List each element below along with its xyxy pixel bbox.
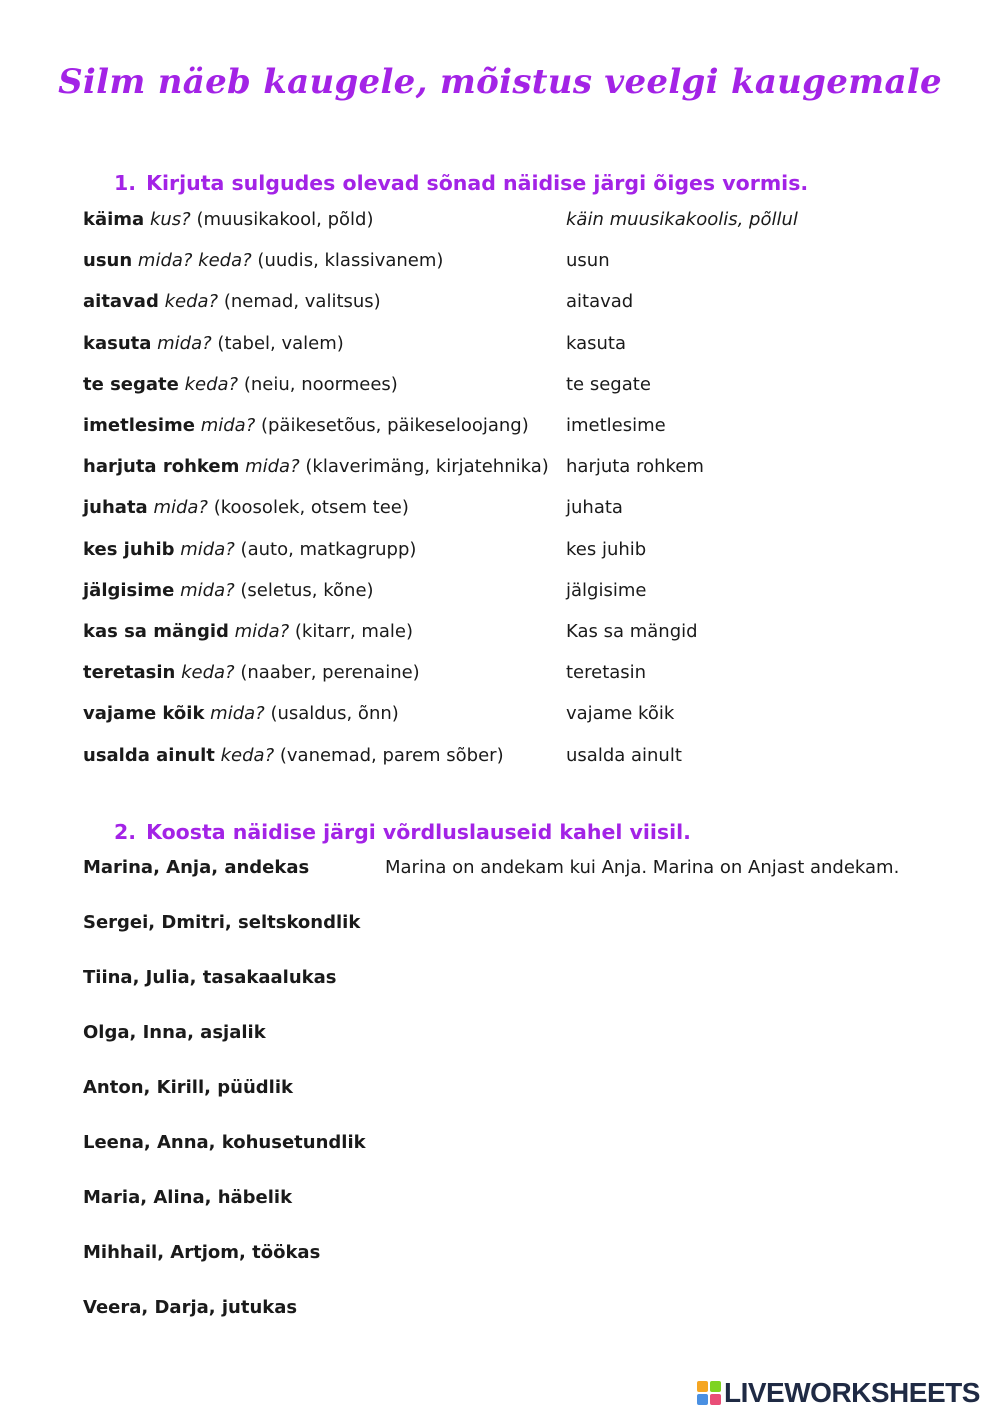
row-words: (koosolek, otsem tee) [213,497,409,518]
example-answer: käin muusikakoolis, põllul [566,209,798,230]
exercise-1-row [83,703,399,725]
row-verb: harjuta rohkem [83,456,240,477]
exercise-2-item: Sergei, Dmitri, seltskondlik [83,912,361,933]
row-question: mida? [200,415,256,436]
row-verb: teretasin [83,662,176,683]
row-verb: juhata [83,497,148,518]
section-1-heading-text: Kirjuta sulgudes olevad sõnad näidise järgi õiges vormis. [146,171,809,195]
row-words: (neiu, noormees) [243,374,398,395]
exercise-2-item: Tiina, Julia, tasakaalukas [83,967,337,988]
exercise-1-row [83,415,529,437]
answer-field[interactable]: Kas sa mängid [566,621,698,642]
row-question: mida? [180,539,235,560]
row-question: keda? [181,662,235,683]
exercise-2-item: Mihhail, Artjom, töökas [83,1242,321,1263]
row-words: (seletus, kõne) [240,580,374,601]
exercise-1-row [83,250,443,272]
row-words: (muusikakool, põld) [196,209,374,230]
section-2-example-answer: Marina on andekam kui Anja. Marina on Anjast andekam. [385,857,900,878]
section-1-number: 1. [114,171,137,195]
section-2-heading [114,820,691,844]
answer-field[interactable]: usalda ainult [566,745,682,766]
answer-field[interactable]: jälgisime [566,580,647,601]
exercise-2-item: Anton, Kirill, püüdlik [83,1077,293,1098]
exercise-1-row [83,333,344,355]
row-question: mida? [153,497,208,518]
row-words: (kitarr, male) [294,621,414,642]
exercise-1-row [83,291,381,313]
row-verb: usalda ainult [83,745,215,766]
section-2-number: 2. [114,820,137,844]
row-question: mida? [245,456,300,477]
row-question: mida? [157,333,212,354]
row-verb: aitavad [83,291,159,312]
row-words: (vanemad, parem sõber) [279,745,504,766]
answer-field[interactable]: kasuta [566,333,627,354]
answer-field[interactable]: aitavad [566,291,634,312]
exercise-2-item: Veera, Darja, jutukas [83,1297,298,1318]
liveworksheets-logo-text: LIVEWORKSHEETS [724,1377,980,1408]
row-words: (nemad, valitsus) [223,291,381,312]
row-verb: usun [83,250,133,271]
answer-field[interactable]: vajame kõik [566,703,675,724]
liveworksheets-logo[interactable] [697,1378,980,1408]
row-words: (auto, matkagrupp) [240,539,417,560]
exercise-2-item: Marina, Anja, andekas [83,857,310,878]
row-verb: käima [83,209,145,230]
exercise-1-row [83,374,398,396]
row-words: (päikesetõus, päikeseloojang) [260,415,529,436]
exercise-1-row [83,621,413,643]
row-verb: kasuta [83,333,152,354]
exercise-1-row [83,539,416,561]
section-2-heading-text: Koosta näidise järgi võrdluslauseid kahel viisil. [146,820,691,844]
exercise-1-row [83,662,420,684]
row-question: keda? [220,745,275,766]
row-words: (uudis, klassivanem) [257,250,444,271]
row-verb: jälgisime [83,580,175,601]
row-words: (klaverimäng, kirjatehnika) [305,456,549,477]
exercise-1-row [83,497,409,519]
exercise-2-item: Leena, Anna, kohusetundlik [83,1132,366,1153]
row-question: mida? [180,580,235,601]
liveworksheets-logo-icon [697,1381,721,1405]
row-words: (tabel, valem) [217,333,344,354]
row-question: keda? [164,291,219,312]
row-question: keda? [184,374,239,395]
row-question: kus? [149,209,191,230]
answer-field[interactable]: teretasin [566,662,647,683]
section-1-heading [114,171,808,195]
row-words: (usaldus, õnn) [270,703,399,724]
row-verb: kes juhib [83,539,175,560]
answer-field[interactable]: juhata [566,497,623,518]
row-verb: te segate [83,374,179,395]
worksheet-title: Silm näeb kaugele, mõistus veelgi kaugemale [58,62,942,102]
exercise-1-row [83,456,549,478]
answer-field[interactable]: usun [566,250,610,271]
row-question: mida? keda? [137,250,252,271]
row-verb: vajame kõik [83,703,205,724]
row-question: mida? [234,621,290,642]
row-verb: imetlesime [83,415,195,436]
exercise-1-row [83,580,374,602]
exercise-1-row [83,745,504,767]
answer-field[interactable]: imetlesime [566,415,666,436]
answer-field[interactable]: harjuta rohkem [566,456,704,477]
answer-field[interactable]: kes juhib [566,539,647,560]
row-question: mida? [210,703,265,724]
answer-field[interactable]: te segate [566,374,651,395]
row-verb: kas sa mängid [83,621,229,642]
row-words: (naaber, perenaine) [240,662,420,683]
exercise-2-item: Maria, Alina, häbelik [83,1187,293,1208]
exercise-1-row [83,209,373,231]
exercise-2-item: Olga, Inna, asjalik [83,1022,266,1043]
